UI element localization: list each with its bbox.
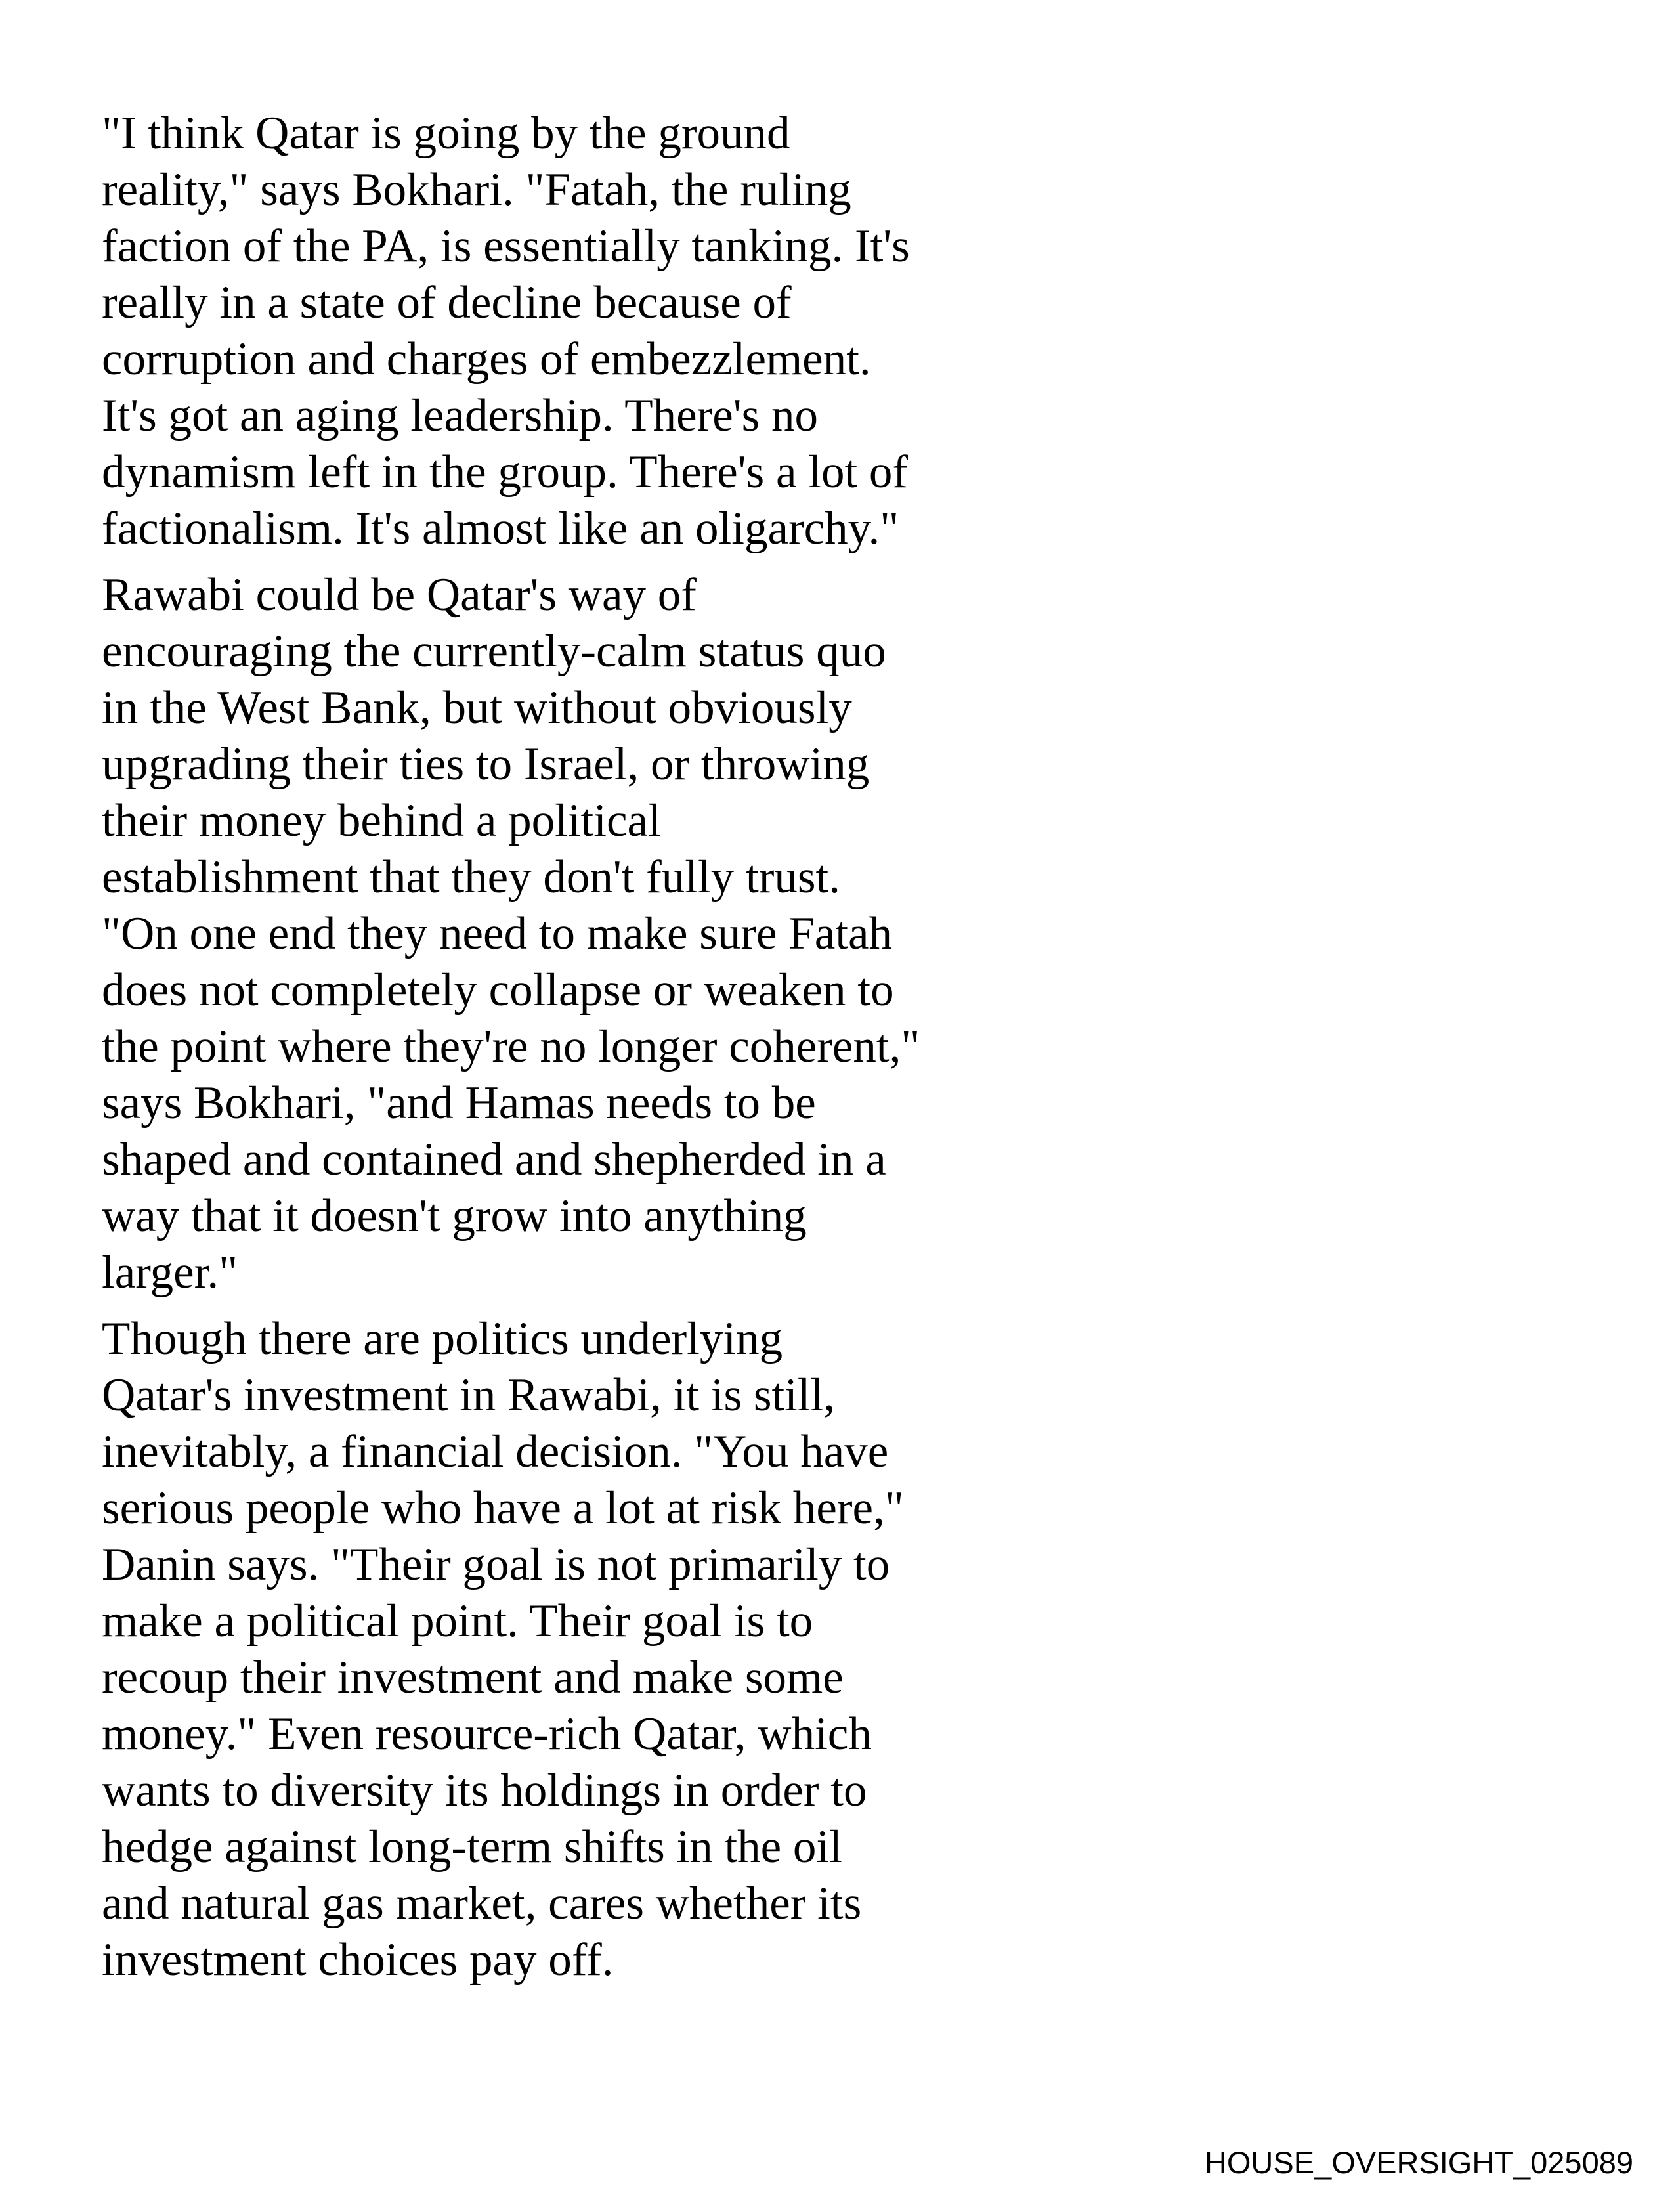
text-line: does not completely collapse or weaken to — [102, 965, 894, 1016]
text-line: upgrading their ties to Israel, or throwing — [102, 739, 870, 790]
text-line: Qatar's investment in Rawabi, it is still, — [102, 1370, 836, 1421]
article-body — [102, 105, 995, 1988]
text-line: says Bokhari, "and Hamas needs to be — [102, 1077, 816, 1129]
text-line: faction of the PA, is essentially tanking. It's — [102, 221, 910, 272]
text-line: recoup their investment and make some — [102, 1652, 844, 1703]
paragraph-spacer — [102, 557, 995, 567]
text-line: in the West Bank, but without obviously — [102, 682, 852, 733]
text-line: way that it doesn't grow into anything — [102, 1190, 807, 1242]
text-line: hedge against long-term shifts in the oil — [102, 1821, 842, 1873]
paragraph-2 — [102, 567, 995, 1301]
text-line: "On one end they need to make sure Fatah — [102, 908, 893, 959]
text-line: larger." — [102, 1247, 238, 1298]
text-line: investment choices pay off. — [102, 1934, 614, 1985]
text-line: their money behind a political — [102, 795, 661, 846]
text-line: factionalism. It's almost like an oligarchy." — [102, 503, 899, 554]
text-line: Though there are politics underlying — [102, 1313, 783, 1364]
text-line: "I think Qatar is going by the ground — [102, 108, 790, 159]
text-line: reality," says Bokhari. "Fatah, the ruling — [102, 164, 851, 215]
text-line: establishment that they don't fully trust. — [102, 852, 840, 903]
text-line: encouraging the currently-calm status quo — [102, 626, 886, 677]
text-line: make a political point. Their goal is to — [102, 1595, 813, 1647]
bates-number: HOUSE_OVERSIGHT_025089 — [1204, 2145, 1633, 2180]
text-line: really in a state of decline because of — [102, 277, 792, 328]
text-line: Rawabi could be Qatar's way of — [102, 569, 697, 620]
text-line: and natural gas market, cares whether its — [102, 1878, 862, 1929]
text-line: wants to diversity its holdings in order to — [102, 1765, 867, 1816]
text-line: shaped and contained and shepherded in a — [102, 1134, 886, 1185]
text-line: inevitably, a financial decision. "You have — [102, 1426, 889, 1477]
paragraph-3 — [102, 1311, 995, 1988]
paragraph-1 — [102, 105, 995, 557]
text-line: It's got an aging leadership. There's no — [102, 390, 818, 441]
text-line: the point where they're no longer coherent," — [102, 1021, 920, 1072]
text-line: money." Even resource-rich Qatar, which — [102, 1708, 872, 1760]
text-line: Danin says. "Their goal is not primarily to — [102, 1539, 890, 1590]
text-line: serious people who have a lot at risk here," — [102, 1483, 904, 1534]
paragraph-spacer — [102, 1301, 995, 1311]
text-line: dynamism left in the group. There's a lot of — [102, 446, 909, 498]
text-line: corruption and charges of embezzlement. — [102, 334, 871, 385]
